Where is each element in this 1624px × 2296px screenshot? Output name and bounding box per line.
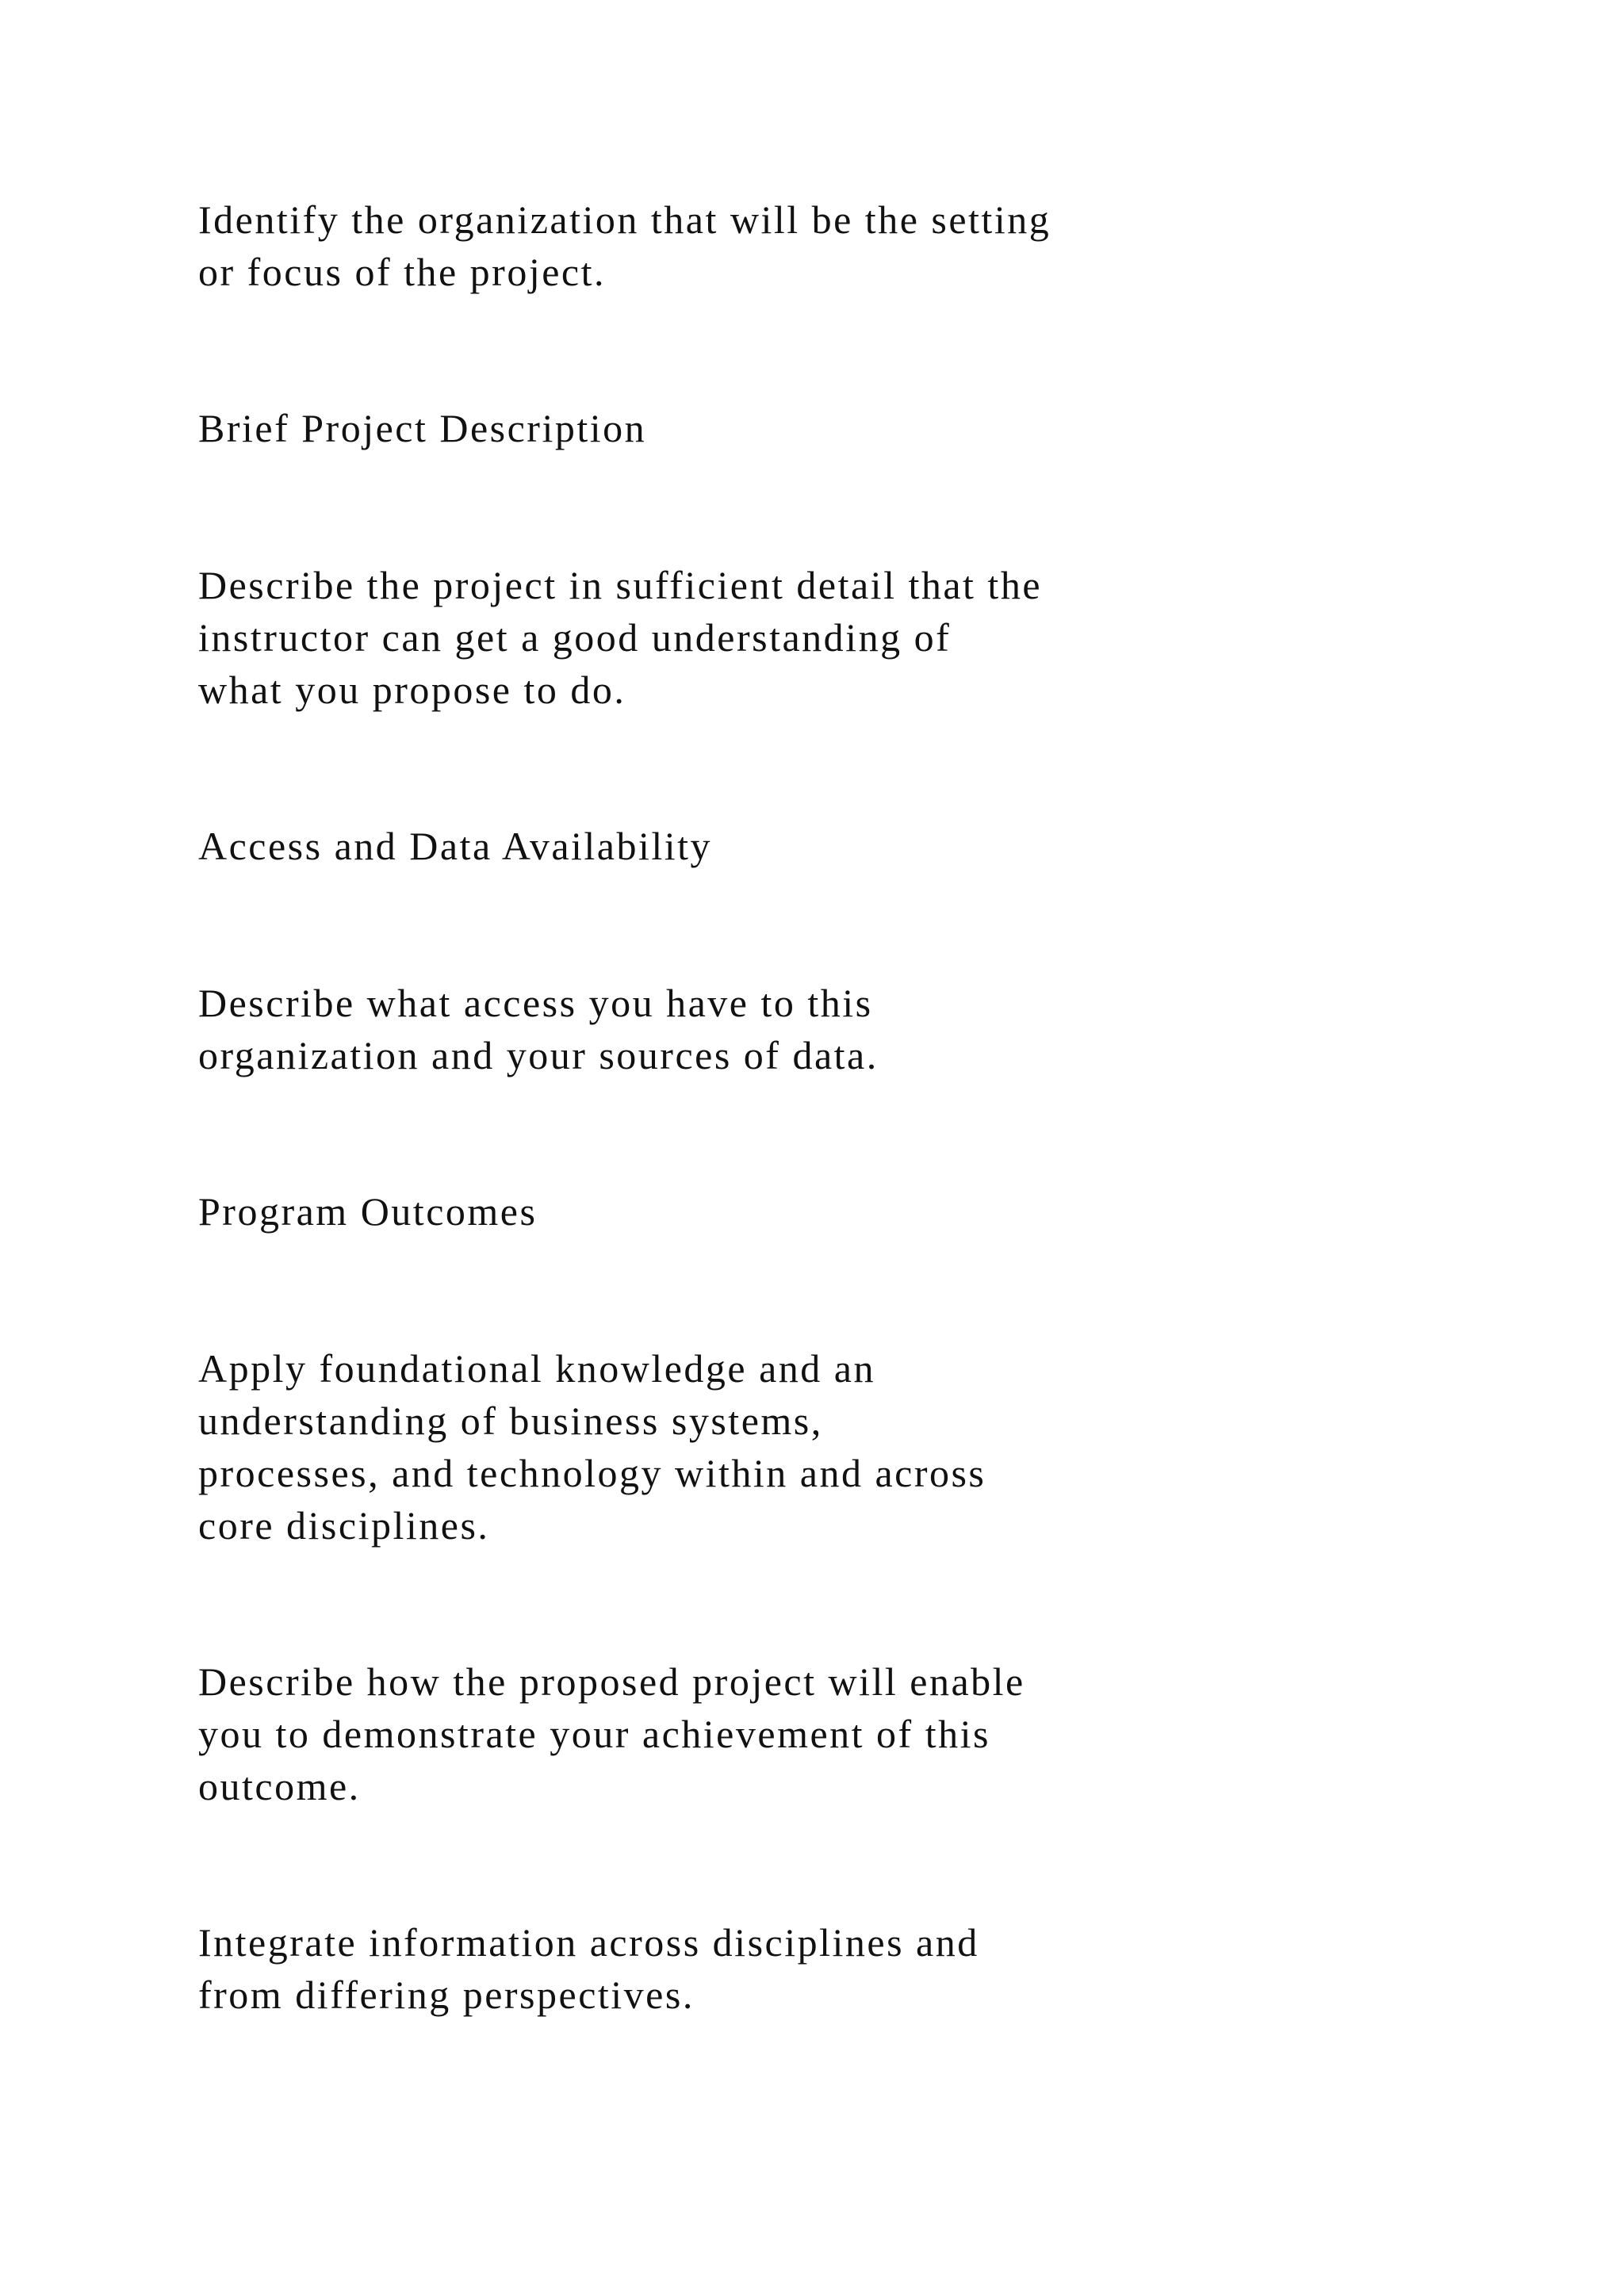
paragraph-line: organization and your sources of data. <box>198 1033 879 1077</box>
paragraph-line: processes, and technology within and across <box>198 1451 986 1495</box>
paragraph-line: Describe what access you have to this <box>198 981 873 1025</box>
paragraph-line: Apply foundational knowledge and an <box>198 1346 875 1391</box>
paragraph-line: what you propose to do. <box>198 668 626 712</box>
paragraph-line: from differing perspectives. <box>198 1973 695 2017</box>
paragraph-line: Describe how the proposed project will enable <box>198 1659 1025 1704</box>
paragraph-line: Identify the organization that will be the setting <box>198 197 1051 242</box>
paragraph-line: understanding of business systems, <box>198 1399 823 1443</box>
paragraph-line: you to demonstrate your achievement of this <box>198 1712 990 1756</box>
paragraph-line: Describe the project in sufficient detail that the <box>198 563 1043 607</box>
section-heading: Program Outcomes <box>198 1189 538 1234</box>
section-heading: Brief Project Description <box>198 406 647 450</box>
paragraph-line: outcome. <box>198 1764 361 1808</box>
paragraph-line: instructor can get a good understanding of <box>198 615 952 660</box>
paragraph-line: or focus of the project. <box>198 250 607 294</box>
paragraph-line: Integrate information across disciplines and <box>198 1920 979 1965</box>
paragraph-line: core disciplines. <box>198 1503 490 1548</box>
section-heading: Access and Data Availability <box>198 824 713 868</box>
